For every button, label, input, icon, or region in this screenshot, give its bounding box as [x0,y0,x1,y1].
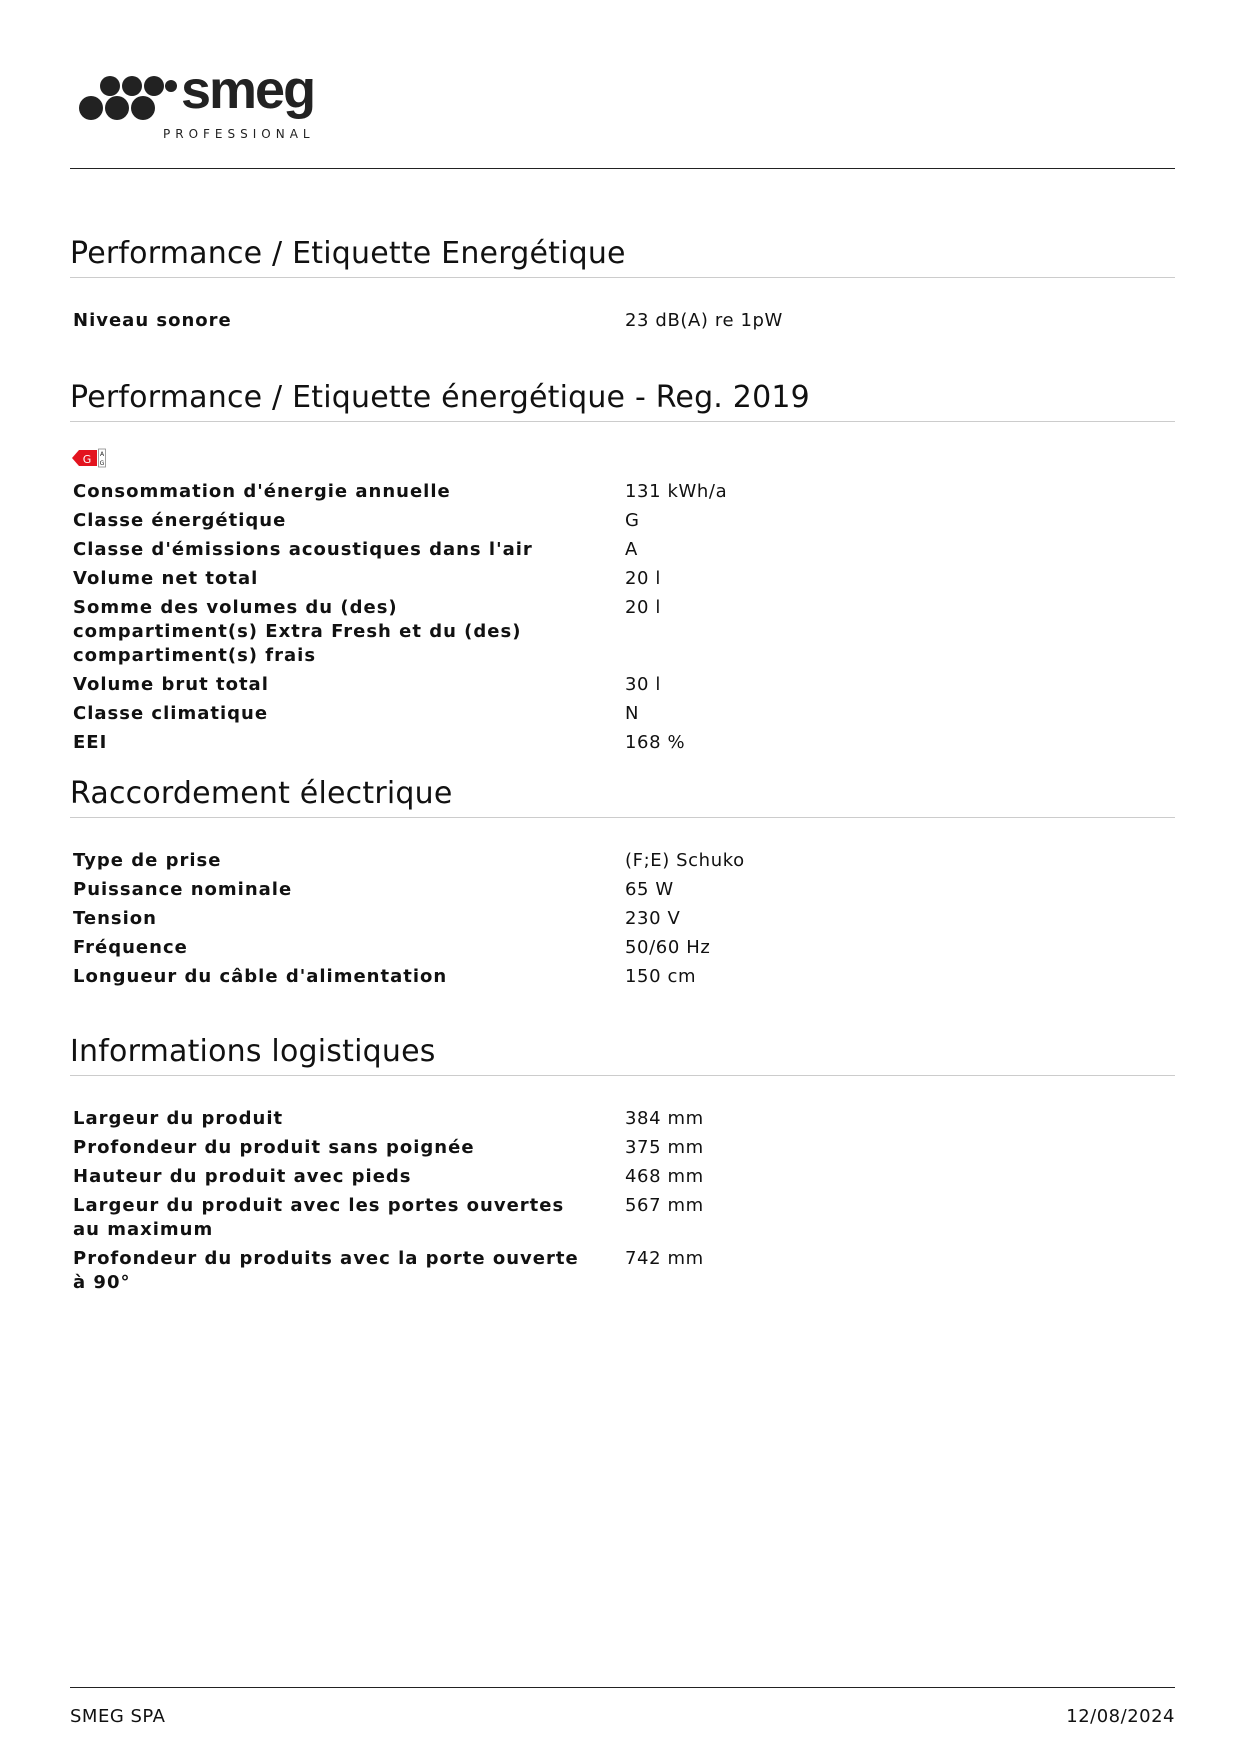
svg-text:PROFESSIONAL: PROFESSIONAL [163,127,315,141]
footer-rule [70,1687,1175,1688]
section-performance [70,234,1175,335]
header-rule [70,168,1175,169]
smeg-professional-logo [79,66,379,146]
spec-row: Profondeur du produits avec la porte ouverte à 90° 742 mm [73,1247,704,1293]
section-electrical [70,774,1175,991]
svg-text:A: A [99,451,105,458]
section-title: Performance / Etiquette Energétique [70,236,626,271]
section-energy-label-2019 [70,378,1175,757]
spec-row: Fréquence 50/60 Hz [73,936,711,958]
spec-row: Volume net total 20 l [73,567,662,589]
spec-row: Somme des volumes du (des) compartiment(s) Extra Fresh et du (des) compartiment(s) frais 20 l [73,596,662,666]
spec-row: Classe d'émissions acoustiques dans l'air A [73,538,638,560]
svg-text:smeg: smeg [181,66,315,120]
svg-text:G: G [82,453,92,466]
spec-row: Type de prise (F;E) Schuko [73,849,745,871]
section-title: Performance / Etiquette énergétique - Reg. 2019 [70,380,810,415]
section-title: Raccordement électrique [70,776,453,811]
section-logistics [70,1032,1175,1297]
footer-company: SMEG SPA [70,1706,166,1727]
spec-row: Volume brut total 30 l [73,673,662,695]
spec-row: Classe climatique N [73,702,640,724]
spec-row: Profondeur du produit sans poignée 375 mm [73,1136,704,1158]
section-title: Informations logistiques [70,1034,436,1069]
spec-row: Tension 230 V [73,907,681,929]
spec-row: Classe énergétique G [73,509,640,531]
footer-date: 12/08/2024 [1066,1706,1175,1727]
spec-row: Hauteur du produit avec pieds 468 mm [73,1165,704,1187]
spec-row: Largeur du produit avec les portes ouvertes au maximum 567 mm [73,1194,704,1240]
svg-text:G: G [99,460,105,467]
spec-row: EEI 168 % [73,731,686,753]
spec-row: Largeur du produit 384 mm [73,1107,704,1129]
spec-row: Consommation d'énergie annuelle 131 kWh/a [73,480,728,502]
energy-class-badge [72,447,1175,469]
spec-row: Niveau sonore 23 dB(A) re 1pW [73,309,783,331]
spec-row: Longueur du câble d'alimentation 150 cm [73,965,697,987]
spec-row: Puissance nominale 65 W [73,878,674,900]
